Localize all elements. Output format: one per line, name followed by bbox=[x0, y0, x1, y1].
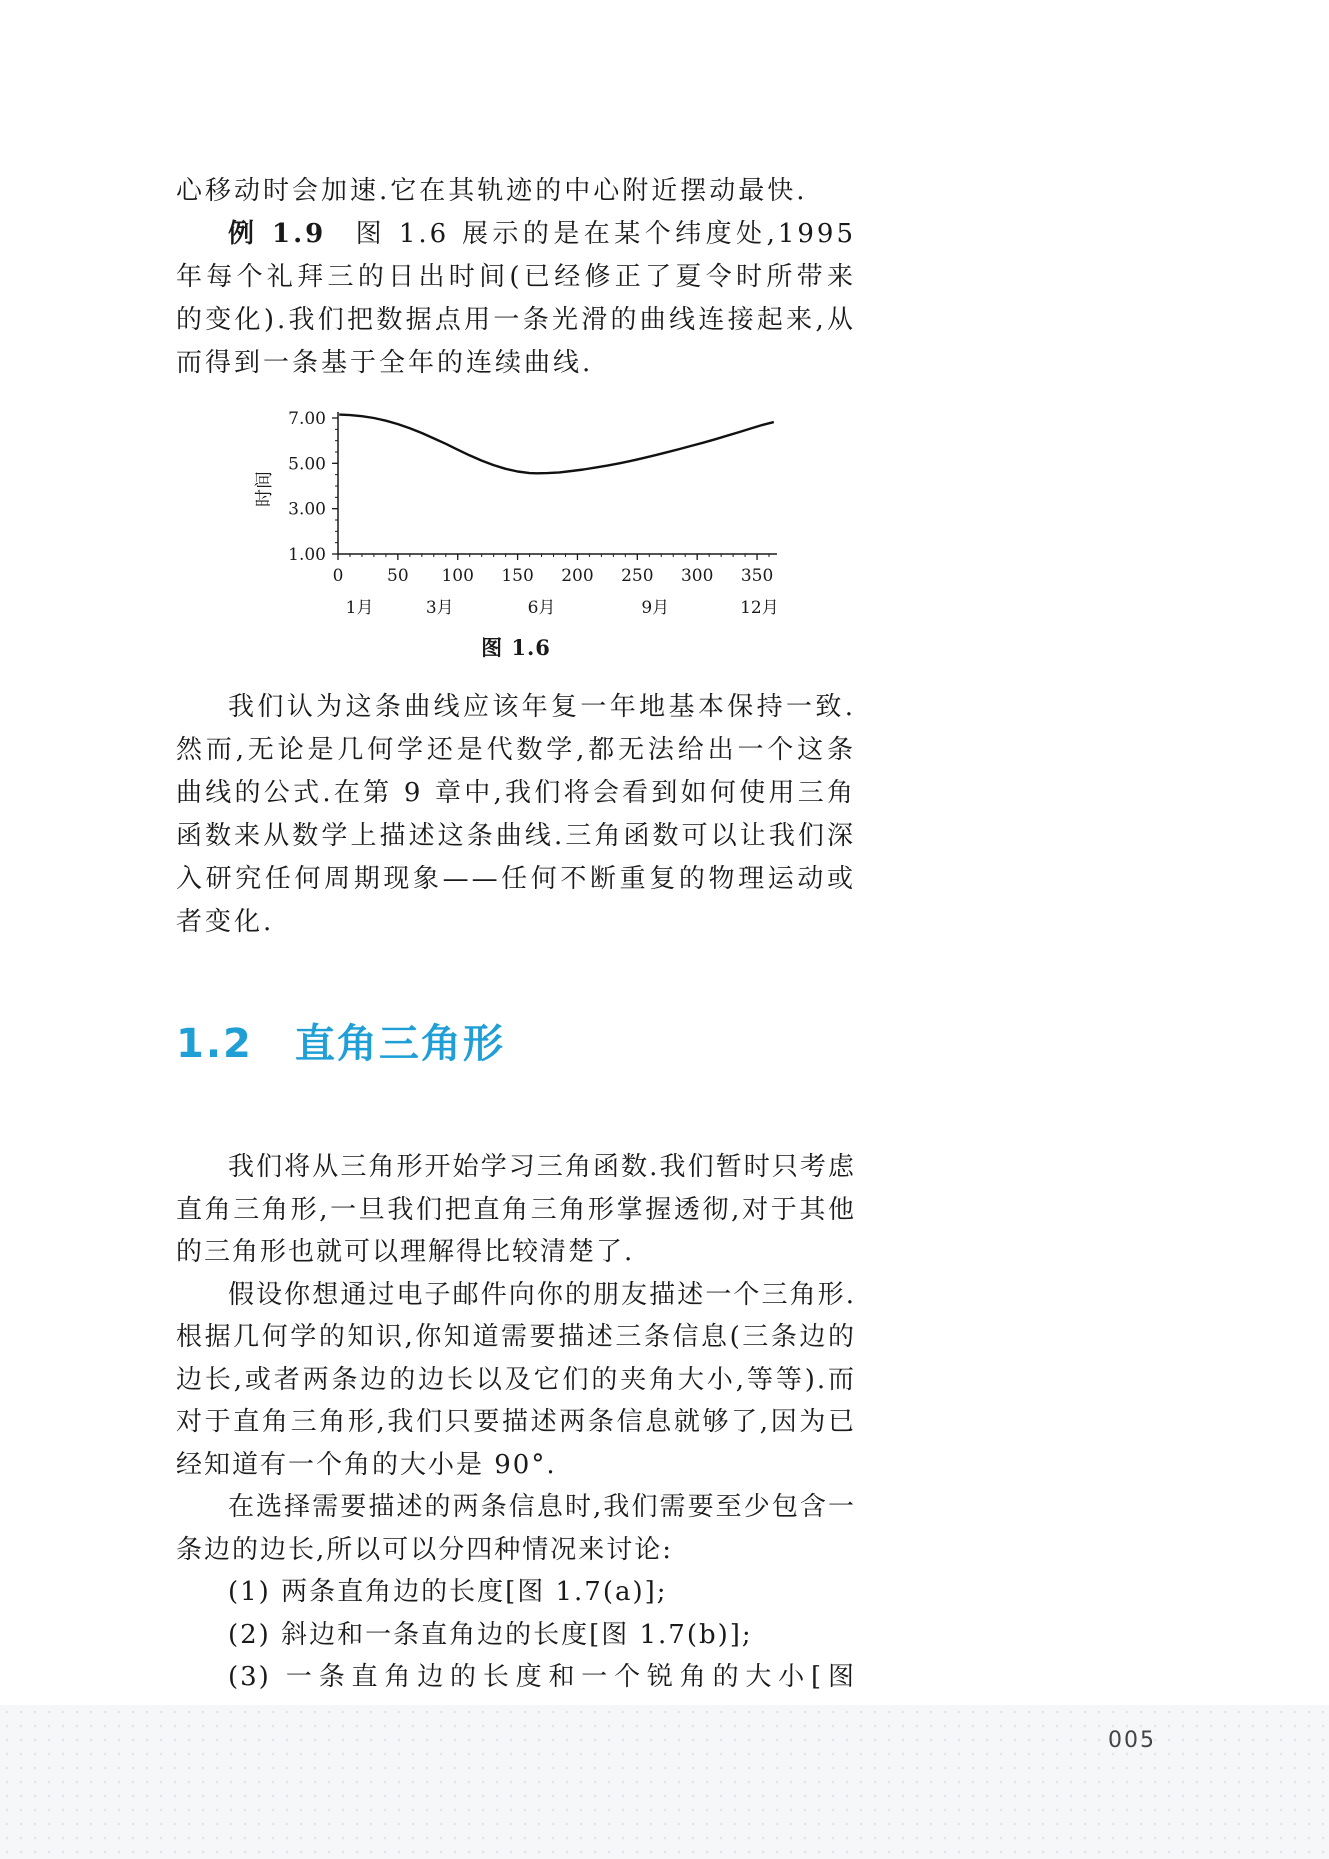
y-tick-label: 7.00 bbox=[288, 409, 326, 429]
x-tick-label: 250 bbox=[621, 566, 654, 586]
section-paragraph-1: 我们将从三角形开始学习三角函数.我们暂时只考虑直角三角形,一旦我们把直角三角形掌握透彻,对于其他的三角形也就可以理解得比较清楚了. bbox=[176, 1152, 856, 1267]
page-number: 005 bbox=[1108, 1728, 1156, 1753]
month-label: 1月 bbox=[345, 598, 374, 618]
section-paragraph-2: 假设你想通过电子邮件向你的朋友描述一个三角形.根据几何学的知识,你知道需要描述三条信息(三条边的边长,或者两条边的边长以及它们的夹角大小,等等).而对于直角三角形,我们只要描述两条信息就够了,因为已经知道有一个角的大小是 90°. bbox=[176, 1279, 856, 1480]
x-tick-label: 50 bbox=[387, 566, 409, 586]
axis-ticks bbox=[288, 409, 779, 618]
case-item-2: (2) 斜边和一条直角边的长度[图 1.7(b)]; bbox=[228, 1619, 753, 1650]
month-label: 6月 bbox=[527, 598, 556, 618]
section-heading bbox=[176, 1012, 505, 1069]
example-label: 例 1.9 bbox=[228, 219, 327, 249]
sunrise-curve bbox=[339, 415, 774, 474]
body-text-top bbox=[176, 170, 856, 385]
case-item-1: (1) 两条直角边的长度[图 1.7(a)]; bbox=[228, 1577, 668, 1607]
x-tick-label: 200 bbox=[561, 566, 594, 586]
section-body bbox=[176, 1146, 856, 1741]
x-tick-label: 350 bbox=[740, 566, 774, 586]
sunrise-line-chart bbox=[240, 398, 800, 668]
figure-caption: 图 1.6 bbox=[481, 635, 551, 660]
paragraph-continuation: 心移动时会加速.它在其轨迹的中心附近摆动最快. bbox=[176, 176, 808, 206]
month-label: 9月 bbox=[641, 598, 670, 618]
section-title: 直角三角形 bbox=[294, 1021, 505, 1067]
month-label: 3月 bbox=[425, 598, 454, 618]
body-text-middle bbox=[176, 686, 856, 944]
paragraph-after-chart: 我们认为这条曲线应该年复一年地基本保持一致.然而,无论是几何学还是代数学,都无法给出一个这条曲线的公式.在第 9 章中,我们将会看到如何使用三角函数来从数学上描述这条曲线.三角函数可以让我们深入研究任何周期现象——任何不断重复的物理运动或者变化. bbox=[176, 692, 856, 937]
x-tick-label: 150 bbox=[501, 566, 534, 586]
x-tick-label: 100 bbox=[441, 566, 474, 586]
data-series bbox=[339, 415, 774, 474]
x-tick-label: 0 bbox=[332, 566, 344, 586]
y-tick-label: 3.00 bbox=[288, 499, 326, 520]
y-tick-label: 5.00 bbox=[288, 454, 326, 475]
example-text: 图 1.6 展示的是在某个纬度处,1995 年每个礼拜三的日出时间(已经修正了夏令时所带来的变化).我们把数据点用一条光滑的曲线连接起来,从而得到一条基于全年的连续曲线. bbox=[176, 219, 856, 378]
section-paragraph-3: 在选择需要描述的两条信息时,我们需要至少包含一条边的边长,所以可以分四种情况来讨论: bbox=[176, 1492, 856, 1565]
x-tick-label: 300 bbox=[680, 566, 714, 586]
y-axis-label: 时间 bbox=[254, 471, 275, 507]
section-number: 1.2 bbox=[176, 1021, 253, 1067]
case-item-3: (3) 一条直角边的长度和一个锐角的大小[图 bbox=[228, 1662, 856, 1692]
y-tick-label: 1.00 bbox=[288, 545, 326, 565]
example-paragraph bbox=[176, 213, 856, 385]
month-label: 12月 bbox=[740, 598, 779, 618]
